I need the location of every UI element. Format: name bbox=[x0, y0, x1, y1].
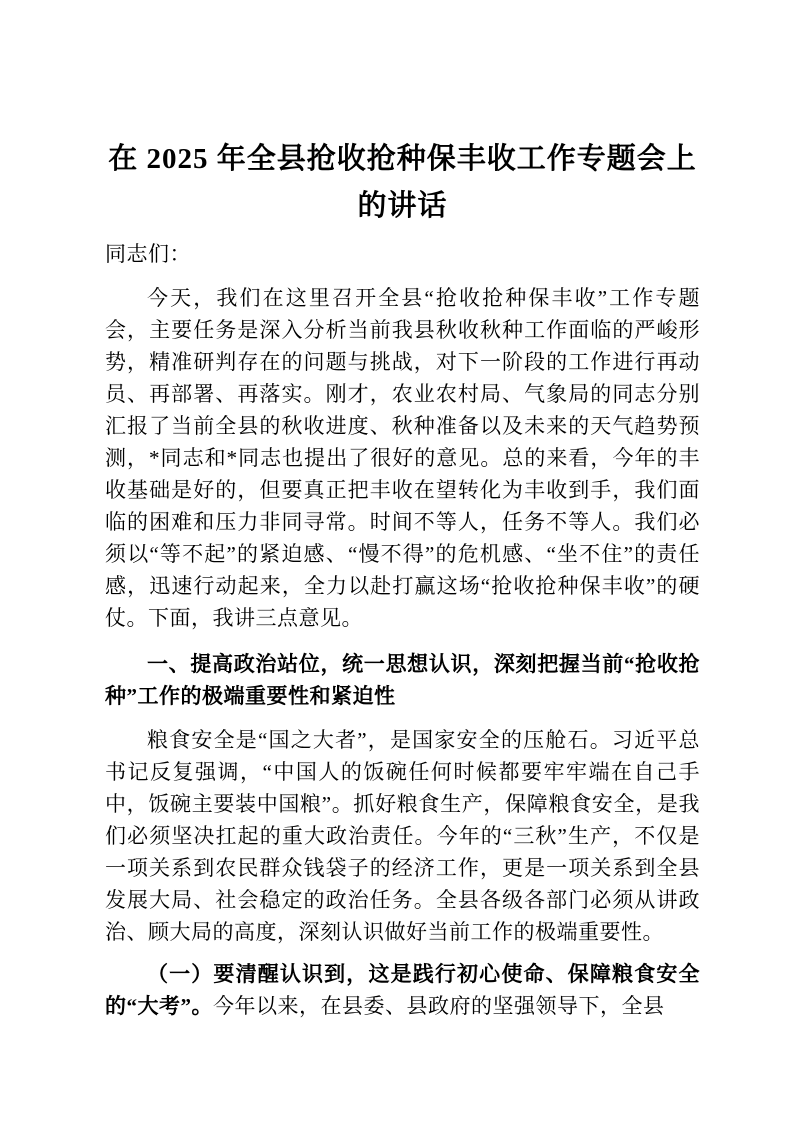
paragraph-opening: 今天，我们在这里召开全县“抢收抢种保丰收”工作专题会，主要任务是深入分析当前我县秋收秋种工作面临的严峻形势，精准研判存在的问题与挑战，对下一阶段的工作进行再动员、再部署、再落实。刚才，农业农村局、气象局的同志分别汇报了当前全县的秋收进度、秋种准备以及未来的天气趋势预测，*同志和*同志也提出了很好的意见。总的来看，今年的丰收基础是好的，但要真正把丰收在望转化为丰收到手，我们面临的困难和压力非同寻常。时间不等人，任务不等人。我们必须以“等不起”的紧迫感、“慢不得”的危机感、“坐不住”的责任感，迅速行动起来，全力以赴打赢这场“抢收抢种保丰收”的硬仗。下面，我讲三点意见。 bbox=[105, 286, 700, 630]
title-line-2: 的讲话 bbox=[357, 190, 448, 222]
subpoint-1-text: 今年以来，在县委、县政府的坚强领导下，全县 bbox=[213, 994, 665, 1018]
salutation: 同志们： bbox=[105, 242, 191, 266]
document-title bbox=[105, 136, 700, 230]
paragraph-grain-security: 粮食安全是“国之大者”，是国家安全的压舱石。习近平总书记反复强调，“中国人的饭碗任何时候都要牢牢端在自己手中，饭碗主要装中国粮”。抓好粮食生产，保障粮食安全，是我们必须坚决扛起的重大政治责任。今年的“三秋”生产，不仅是一项关系到农民群众钱袋子的经济工作，更是一项关系到全县发展大局、社会稳定的政治任务。全县各级各部门必须从讲政治、顾大局的高度，深刻认识做好当前工作的极端重要性。 bbox=[105, 728, 700, 944]
title-line-1: 在 2025 年全县抢收抢种保丰收工作专题会上 bbox=[108, 143, 697, 175]
document-content bbox=[105, 0, 700, 1022]
subpoint-1-lead: （一）要清醒认识到，这是践行初心使命、保障粮食安全的“大考”。 bbox=[105, 962, 700, 1018]
paragraph-subpoint-1 bbox=[105, 958, 700, 1022]
section-heading-1: 一、提高政治站位，统一思想认识，深刻把握当前“抢收抢种”工作的极端重要性和紧迫性 bbox=[105, 652, 700, 708]
